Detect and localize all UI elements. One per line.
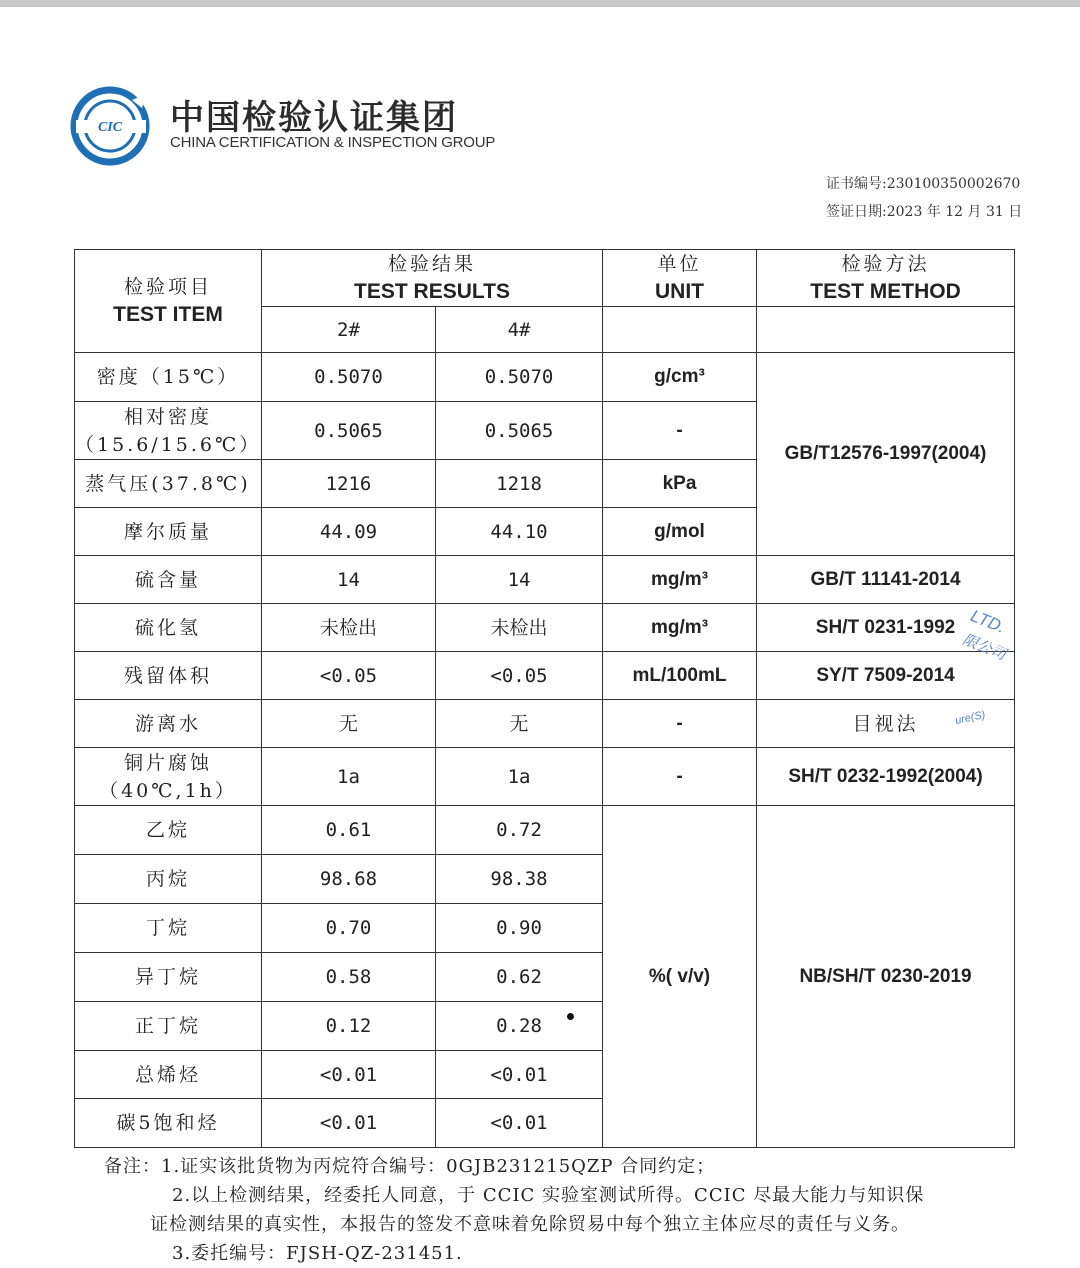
row-value-2: 无: [262, 700, 436, 748]
org-name-en: CHINA CERTIFICATION & INSPECTION GROUP: [170, 134, 496, 151]
header-results-en: TEST RESULTS: [354, 280, 510, 303]
table-row: [75, 604, 1015, 652]
stamp-fragment-ltd: LTD.: [967, 606, 1009, 638]
header-method-en: TEST METHOD: [810, 280, 961, 303]
row-item: 密度（15℃）: [75, 353, 262, 402]
row-method: SY/T 7509-2014: [757, 652, 1015, 700]
row-value-4: <0.05: [436, 652, 603, 700]
row-value-4: 1a: [436, 748, 603, 806]
header-unit-cn: 单位: [657, 253, 702, 275]
row-value-4: 0.5065: [436, 402, 603, 460]
header-results-cn: 检验结果: [388, 253, 477, 275]
table-row: [75, 806, 1015, 855]
method-group-nb0230: NB/SH/T 0230-2019: [757, 806, 1015, 1148]
row-value-4: 44.10: [436, 508, 603, 556]
table-row: [75, 748, 1015, 806]
header-test-item: [75, 250, 262, 353]
row-unit: -: [603, 402, 757, 460]
method-subheader-empty: [757, 307, 1015, 353]
row-item-line1: 铜片腐蚀: [123, 751, 212, 774]
row-item: 丁烷: [75, 904, 262, 953]
test-report-table: [74, 249, 1015, 1148]
row-value-4: 98.38: [436, 855, 603, 904]
row-item: 蒸气压(37.8℃): [75, 460, 262, 508]
row-value-4: 未检出: [436, 604, 603, 652]
row-method: GB/T 11141-2014: [757, 556, 1015, 604]
row-value-2: 98.68: [262, 855, 436, 904]
certificate-meta: [826, 170, 1022, 226]
row-value-4: 0.90: [436, 904, 603, 953]
header-logo-block: [70, 86, 510, 166]
row-unit: g/mol: [603, 508, 757, 556]
row-item: 硫化氢: [75, 604, 262, 652]
row-item-line1: 相对密度: [123, 405, 212, 428]
row-unit: mg/m³: [603, 604, 757, 652]
row-unit: kPa: [603, 460, 757, 508]
row-item: 碳5饱和烃: [75, 1099, 262, 1148]
remark-line-3: 证检测结果的真实性，本报告的签发不意味着免除贸易中每个独立主体应尽的责任与义务。: [150, 1214, 910, 1235]
row-unit: -: [603, 700, 757, 748]
header-unit-en: UNIT: [655, 280, 705, 303]
cic-logo-icon: [70, 86, 154, 166]
row-item: [75, 402, 262, 460]
row-unit: mL/100mL: [603, 652, 757, 700]
row-value-2: 14: [262, 556, 436, 604]
table-row: [75, 700, 1015, 748]
row-value-2: 0.12: [262, 1002, 436, 1051]
row-item: 总烯烃: [75, 1051, 262, 1099]
row-value-4: <0.01: [436, 1099, 603, 1148]
row-item: 异丁烷: [75, 953, 262, 1002]
remark-line-4: 3.委托编号：FJSH-QZ-231451.: [172, 1243, 463, 1264]
header-method-cn: 检验方法: [841, 253, 930, 275]
ink-dot: [567, 1013, 574, 1020]
row-value-2: 0.5065: [262, 402, 436, 460]
header-test-item-cn: 检验项目: [123, 276, 212, 298]
logo-letters: CIC: [97, 120, 123, 135]
row-item: 摩尔质量: [75, 508, 262, 556]
row-item: 正丁烷: [75, 1002, 262, 1051]
row-value-2: 0.70: [262, 904, 436, 953]
row-value-2: 0.5070: [262, 353, 436, 402]
row-value-4: 无: [436, 700, 603, 748]
table-row: [75, 556, 1015, 604]
table-row: [75, 652, 1015, 700]
row-value-2: 1216: [262, 460, 436, 508]
row-item: 残留体积: [75, 652, 262, 700]
table-row: [75, 353, 1015, 402]
row-value-4: 0.5070: [436, 353, 603, 402]
row-unit: g/cm³: [603, 353, 757, 402]
row-value-4: 1218: [436, 460, 603, 508]
certificate-date: 签证日期:2023 年 12 月 31 日: [826, 204, 1023, 220]
sample-4-header: 4#: [436, 307, 603, 353]
row-value-2: 0.58: [262, 953, 436, 1002]
row-value-2: 未检出: [262, 604, 436, 652]
unit-subheader-empty: [603, 307, 757, 353]
remark-line-1: 备注：1.证实该批货物为丙烷符合编号：0GJB231215QZP 合同约定；: [104, 1156, 716, 1177]
row-item: 游离水: [75, 700, 262, 748]
row-value-2: <0.01: [262, 1099, 436, 1148]
row-value-2: 44.09: [262, 508, 436, 556]
stamp-fragment-cn: 限公司: [960, 631, 1009, 664]
remark-line-2: 2.以上检测结果，经委托人同意，于 CCIC 实验室测试所得。CCIC 尽最大能力与知识保: [172, 1185, 925, 1206]
row-method: 目视法: [757, 700, 1015, 748]
sample-2-header: 2#: [262, 307, 436, 353]
row-method: SH/T 0232-1992(2004): [757, 748, 1015, 806]
row-unit: -: [603, 748, 757, 806]
header-test-method: [757, 250, 1015, 307]
row-value-4: 14: [436, 556, 603, 604]
row-item: 丙烷: [75, 855, 262, 904]
header-test-item-en: TEST ITEM: [113, 303, 223, 326]
header-test-results: [262, 250, 603, 307]
remarks-block: [104, 1152, 1044, 1268]
stamp-fragment-sig: ure(S): [954, 708, 987, 728]
row-unit: mg/m³: [603, 556, 757, 604]
org-name-cn: 中国检验认证集团: [170, 98, 458, 138]
certificate-number: 证书编号:230100350002670: [826, 176, 1021, 192]
row-item-line2: （40℃,1h）: [99, 779, 237, 802]
row-value-2: 0.61: [262, 806, 436, 855]
method-group-gb12576: GB/T12576-1997(2004): [757, 353, 1015, 556]
row-value-4: 0.28: [436, 1002, 603, 1051]
row-value-4: 0.72: [436, 806, 603, 855]
row-value-4: <0.01: [436, 1051, 603, 1099]
row-item-line2: （15.6/15.6℃）: [75, 433, 262, 456]
top-edge-bar: [0, 0, 1080, 7]
row-item: [75, 748, 262, 806]
row-value-2: <0.01: [262, 1051, 436, 1099]
row-item: 乙烷: [75, 806, 262, 855]
row-value-4: 0.62: [436, 953, 603, 1002]
row-method: SH/T 0231-1992: [757, 604, 1015, 652]
row-value-2: <0.05: [262, 652, 436, 700]
unit-group-percent: %( v/v): [603, 806, 757, 1148]
row-item: 硫含量: [75, 556, 262, 604]
row-value-2: 1a: [262, 748, 436, 806]
header-unit: [603, 250, 757, 307]
